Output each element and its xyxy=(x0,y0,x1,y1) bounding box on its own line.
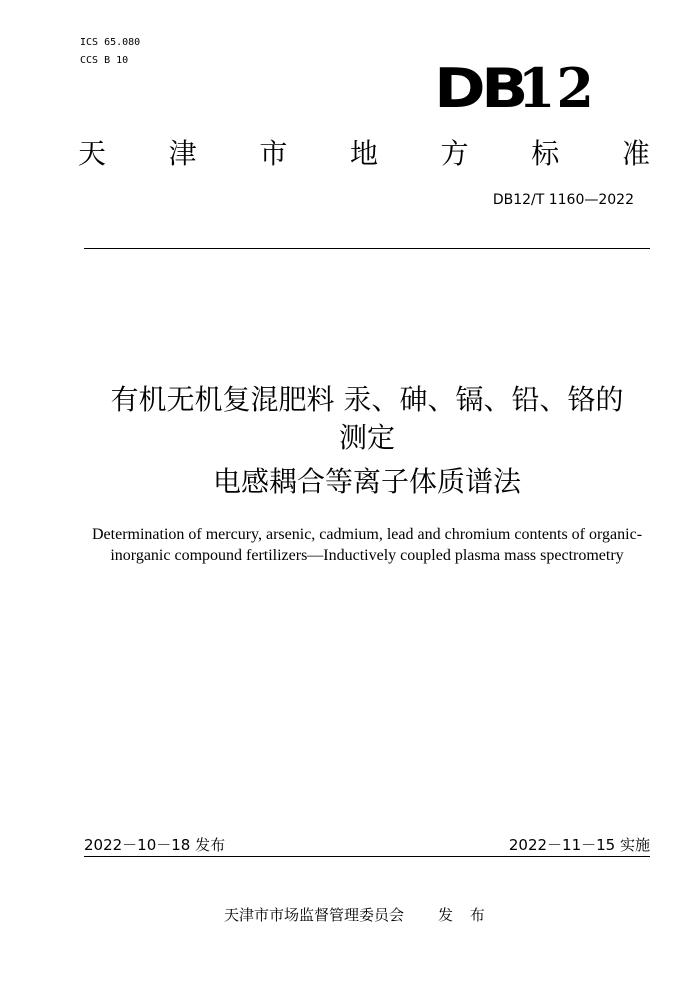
title-cn-line-1: 有机无机复混肥料 汞、砷、镉、铅、铬的 xyxy=(110,383,624,416)
standard-type-char: 方 xyxy=(440,137,469,170)
standard-type-char: 津 xyxy=(168,137,197,170)
standard-number: DB12/T 1160—2022 xyxy=(492,192,634,208)
title-en: Determination of mercury, arsenic, cadmium, lead and chromium contents of organic-inorganic compound fertilizers—Inductively coupled plasma mass spectrometry xyxy=(91,526,643,564)
ccs-code xyxy=(80,54,128,67)
standard-mark-letters: DB xyxy=(434,57,524,120)
ics-label: ICS xyxy=(80,37,99,48)
publish-date: 2022－10－18 发布 xyxy=(84,836,226,854)
standard-mark-digits: 12 xyxy=(517,56,595,120)
standard-type-char: 市 xyxy=(259,137,288,170)
footer-divider xyxy=(84,856,650,857)
ccs-label: CCS xyxy=(80,55,99,66)
standard-mark xyxy=(434,56,595,121)
issuer xyxy=(224,905,491,925)
title-cn-line-2: 测定 xyxy=(338,421,395,454)
title-cn-line-3: 电感耦合等离子体质谱法 xyxy=(212,465,521,498)
ics-code xyxy=(80,36,140,49)
ics-value: 65.080 xyxy=(104,37,141,48)
implement-date: 2022－11－15 实施 xyxy=(508,836,650,854)
standard-type-char: 准 xyxy=(621,137,650,170)
standard-type-char: 天 xyxy=(78,137,107,170)
standard-type xyxy=(78,136,650,172)
ccs-value: B 10 xyxy=(104,55,129,66)
standard-type-char: 地 xyxy=(349,137,378,170)
standard-type-char: 标 xyxy=(531,137,560,170)
issuer-name: 天津市市场监督管理委员会 xyxy=(224,906,405,924)
header-divider xyxy=(84,248,650,249)
issuer-action: 发 布 xyxy=(438,906,491,924)
